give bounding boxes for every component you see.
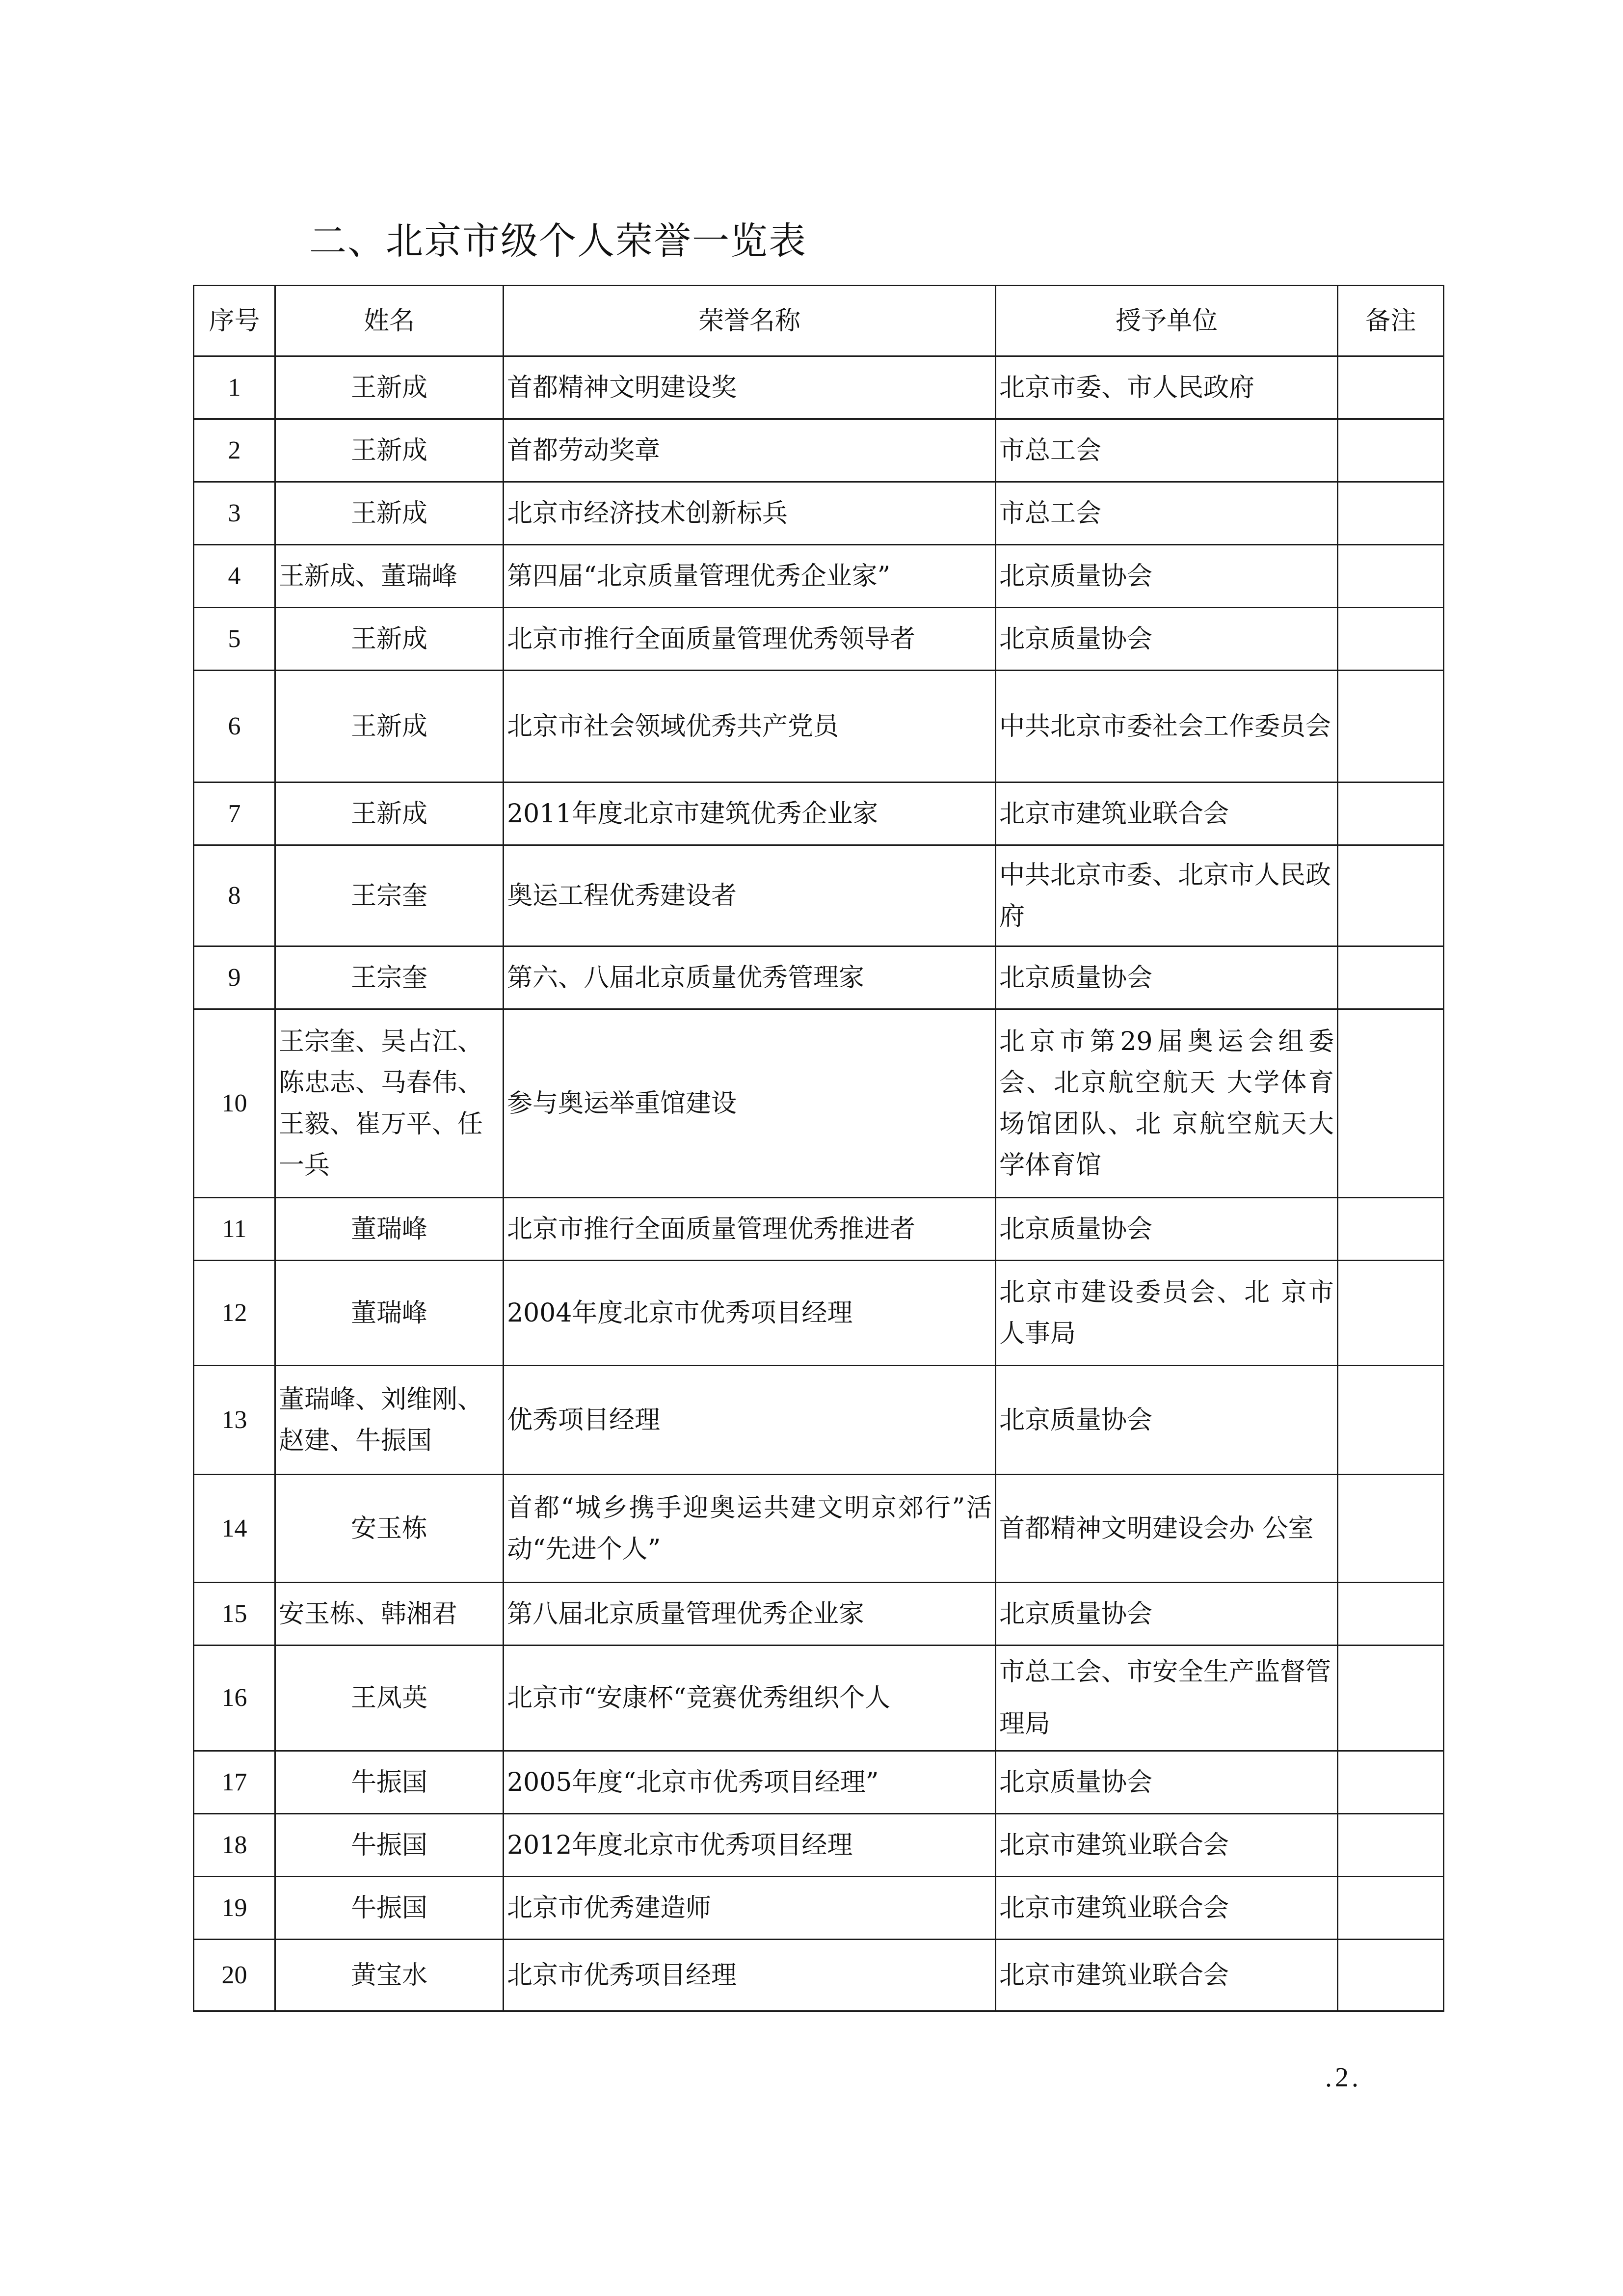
row-note xyxy=(1338,1009,1444,1198)
row-name: 牛振国 xyxy=(275,1814,504,1877)
row-unit: 北京市建筑业联合会 xyxy=(996,1814,1338,1877)
row-note xyxy=(1338,671,1444,783)
row-unit: 首都精神文明建设会办 公室 xyxy=(996,1475,1338,1583)
row-honor: 北京市推行全面质量管理优秀推进者 xyxy=(504,1198,996,1261)
row-honor: 2011年度北京市建筑优秀企业家 xyxy=(504,783,996,845)
row-unit: 北京市委、市人民政府 xyxy=(996,356,1338,419)
row-num: 12 xyxy=(194,1261,275,1366)
table-row xyxy=(194,1940,1444,2011)
row-unit: 中共北京市委、北京市人民政府 xyxy=(996,845,1338,946)
page-title: 二、北京市级个人荣誉一览表 xyxy=(309,219,807,263)
row-unit: 北京市建设委员会、北 京市人事局 xyxy=(996,1261,1338,1366)
row-note xyxy=(1338,1366,1444,1475)
header-honor: 荣誉名称 xyxy=(504,286,996,356)
row-honor: 北京市“安康杯“竞赛优秀组织个人 xyxy=(504,1646,996,1751)
row-honor: 首都劳动奖章 xyxy=(504,419,996,482)
row-honor: 首都精神文明建设奖 xyxy=(504,356,996,419)
row-note xyxy=(1338,1940,1444,2011)
row-unit: 北京市第29届奥运会组委会、北京航空航天 大学体育场馆团队、北 京航空航天大学体育馆 xyxy=(996,1009,1338,1198)
row-num: 10 xyxy=(194,1009,275,1198)
row-num: 7 xyxy=(194,783,275,845)
row-name: 牛振国 xyxy=(275,1877,504,1940)
row-name: 王宗奎 xyxy=(275,946,504,1009)
row-unit: 北京质量协会 xyxy=(996,545,1338,608)
row-name: 王凤英 xyxy=(275,1646,504,1751)
row-num: 15 xyxy=(194,1583,275,1646)
table-row xyxy=(194,1877,1444,1940)
page-number: .2. xyxy=(1325,2062,1361,2093)
row-name: 王新成 xyxy=(275,482,504,545)
row-num: 17 xyxy=(194,1751,275,1814)
row-name: 牛振国 xyxy=(275,1751,504,1814)
row-name: 王宗奎 xyxy=(275,845,504,946)
table-row xyxy=(194,1751,1444,1814)
row-note xyxy=(1338,1261,1444,1366)
row-note xyxy=(1338,1198,1444,1261)
row-num: 8 xyxy=(194,845,275,946)
table-row xyxy=(194,946,1444,1009)
row-unit: 北京市建筑业联合会 xyxy=(996,783,1338,845)
table-row xyxy=(194,671,1444,783)
row-unit: 北京质量协会 xyxy=(996,1583,1338,1646)
row-unit: 北京质量协会 xyxy=(996,608,1338,671)
row-unit: 北京质量协会 xyxy=(996,1366,1338,1475)
row-name: 黄宝水 xyxy=(275,1940,504,2011)
table-row xyxy=(194,482,1444,545)
row-num: 11 xyxy=(194,1198,275,1261)
table-header-row xyxy=(194,286,1444,356)
table-row xyxy=(194,1009,1444,1198)
row-num: 3 xyxy=(194,482,275,545)
row-note xyxy=(1338,1751,1444,1814)
row-note xyxy=(1338,1877,1444,1940)
row-honor: 2004年度北京市优秀项目经理 xyxy=(504,1261,996,1366)
table-row xyxy=(194,1475,1444,1583)
honors-table xyxy=(193,285,1444,2012)
row-unit: 市总工会 xyxy=(996,419,1338,482)
row-note xyxy=(1338,783,1444,845)
table-row xyxy=(194,608,1444,671)
row-name: 王新成 xyxy=(275,783,504,845)
row-num: 9 xyxy=(194,946,275,1009)
row-name: 王新成、董瑞峰 xyxy=(275,545,504,608)
row-note xyxy=(1338,845,1444,946)
row-name: 安玉栋 xyxy=(275,1475,504,1583)
row-note xyxy=(1338,1583,1444,1646)
header-note: 备注 xyxy=(1338,286,1444,356)
row-name: 董瑞峰、刘维刚、赵建、牛振国 xyxy=(275,1366,504,1475)
row-note xyxy=(1338,482,1444,545)
table-row xyxy=(194,845,1444,946)
row-name: 王新成 xyxy=(275,419,504,482)
row-honor: 北京市推行全面质量管理优秀领导者 xyxy=(504,608,996,671)
row-unit: 北京市建筑业联合会 xyxy=(996,1877,1338,1940)
row-unit: 市总工会 xyxy=(996,482,1338,545)
table-row xyxy=(194,1646,1444,1751)
row-num: 6 xyxy=(194,671,275,783)
row-note xyxy=(1338,608,1444,671)
header-unit: 授予单位 xyxy=(996,286,1338,356)
row-note xyxy=(1338,1646,1444,1751)
row-num: 4 xyxy=(194,545,275,608)
row-honor: 第八届北京质量管理优秀企业家 xyxy=(504,1583,996,1646)
row-note xyxy=(1338,356,1444,419)
row-honor: 第六、八届北京质量优秀管理家 xyxy=(504,946,996,1009)
row-num: 16 xyxy=(194,1646,275,1751)
row-honor: 2012年度北京市优秀项目经理 xyxy=(504,1814,996,1877)
row-name: 王新成 xyxy=(275,671,504,783)
table-row xyxy=(194,1198,1444,1261)
row-unit: 北京质量协会 xyxy=(996,1198,1338,1261)
row-unit: 北京质量协会 xyxy=(996,1751,1338,1814)
row-num: 18 xyxy=(194,1814,275,1877)
row-honor: 北京市优秀建造师 xyxy=(504,1877,996,1940)
table-row xyxy=(194,419,1444,482)
row-honor: 优秀项目经理 xyxy=(504,1366,996,1475)
row-note xyxy=(1338,419,1444,482)
table-row xyxy=(194,1583,1444,1646)
table-row xyxy=(194,545,1444,608)
row-unit: 市总工会、市安全生产监督管理局 xyxy=(996,1646,1338,1751)
row-num: 1 xyxy=(194,356,275,419)
row-honor: 首都“城乡携手迎奥运共建文明京郊行”活动“先进个人” xyxy=(504,1475,996,1583)
row-name: 董瑞峰 xyxy=(275,1198,504,1261)
table-row xyxy=(194,1261,1444,1366)
row-honor: 北京市优秀项目经理 xyxy=(504,1940,996,2011)
row-unit: 北京质量协会 xyxy=(996,946,1338,1009)
row-honor: 2005年度“北京市优秀项目经理” xyxy=(504,1751,996,1814)
row-honor: 北京市经济技术创新标兵 xyxy=(504,482,996,545)
row-num: 20 xyxy=(194,1940,275,2011)
row-note xyxy=(1338,1475,1444,1583)
row-num: 13 xyxy=(194,1366,275,1475)
row-honor: 北京市社会领域优秀共产党员 xyxy=(504,671,996,783)
row-unit: 北京市建筑业联合会 xyxy=(996,1940,1338,2011)
header-name: 姓名 xyxy=(275,286,504,356)
row-name: 董瑞峰 xyxy=(275,1261,504,1366)
row-num: 19 xyxy=(194,1877,275,1940)
row-name: 安玉栋、韩湘君 xyxy=(275,1583,504,1646)
table-row xyxy=(194,1814,1444,1877)
row-honor: 参与奥运举重馆建设 xyxy=(504,1009,996,1198)
table-row xyxy=(194,1366,1444,1475)
row-name: 王新成 xyxy=(275,608,504,671)
header-num: 序号 xyxy=(194,286,275,356)
row-unit: 中共北京市委社会工作委员会 xyxy=(996,671,1338,783)
row-honor: 奥运工程优秀建设者 xyxy=(504,845,996,946)
row-honor: 第四届“北京质量管理优秀企业家” xyxy=(504,545,996,608)
row-name: 王新成 xyxy=(275,356,504,419)
row-num: 14 xyxy=(194,1475,275,1583)
row-note xyxy=(1338,545,1444,608)
row-num: 2 xyxy=(194,419,275,482)
table-row xyxy=(194,783,1444,845)
row-note xyxy=(1338,946,1444,1009)
row-name: 王宗奎、吴占江、陈忠志、马春伟、王毅、崔万平、任一兵 xyxy=(275,1009,504,1198)
row-num: 5 xyxy=(194,608,275,671)
table-row xyxy=(194,356,1444,419)
row-note xyxy=(1338,1814,1444,1877)
